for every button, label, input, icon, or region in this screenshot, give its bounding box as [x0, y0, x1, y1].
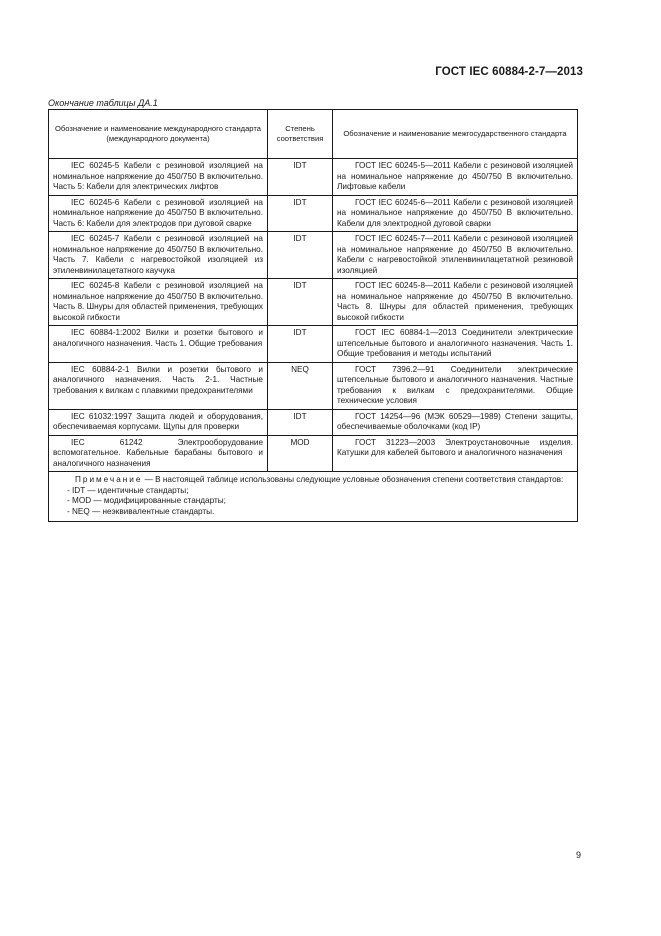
international-standard-cell	[49, 409, 268, 435]
table-caption: Окончание таблицы ДА.1	[48, 98, 158, 108]
standards-table	[48, 109, 578, 522]
interstate-standard-text: ГОСТ IEC 60245-5—2011 Кабели с резиновой изоляцией на номинальное напряжение до 450/750 В включительно. Лифтовые кабели	[337, 161, 573, 191]
interstate-standard-cell	[333, 232, 578, 279]
international-standard-text: IEC 61242 Электрооборудование вспомогательное. Кабельные барабаны бытового и аналогичного назначения	[53, 437, 263, 468]
interstate-standard-cell	[333, 279, 578, 326]
interstate-standard-cell	[333, 435, 578, 472]
degree-cell: IDT	[268, 232, 333, 279]
degree-cell: IDT	[268, 159, 333, 196]
table-note	[49, 472, 578, 522]
note-label: Примечание	[75, 475, 143, 484]
table-row	[49, 326, 578, 363]
table-row	[49, 195, 578, 232]
interstate-standard-text: ГОСТ IEC 60245-7—2011 Кабели с резиновой изоляцией на номинальное напряжение до 450/750 В включительно. Кабели с нагревостойкой этиленвинилацетатной резиновой изоляцией	[337, 234, 573, 275]
international-standard-text: IEC 60884-1:2002 Вилки и розетки бытового и аналогичного назначения. Часть 1. Общие требования	[53, 328, 263, 348]
degree-cell: IDT	[268, 279, 333, 326]
column-header-international: Обозначение и наименование международного стандарта (международного документа)	[49, 110, 268, 159]
international-standard-text: IEC 61032:1997 Защита людей и оборудования, обеспечиваемая корпусами. Щупы для проверки	[53, 411, 263, 431]
column-header-degree: Степень соответствия	[268, 110, 333, 159]
table-row	[49, 279, 578, 326]
document-header: ГОСТ IEC 60884-2-7—2013	[435, 66, 583, 78]
international-standard-text: IEC 60884-2-1 Вилки и розетки бытового и аналогичного назначения. Часть 2-1. Частные требования к вилкам с плавкими предохранителями	[53, 364, 263, 395]
international-standard-cell	[49, 232, 268, 279]
interstate-standard-text: ГОСТ IEC 60245-8—2011 Кабели с резиновой изоляцией на номинальное напряжение до 450/750 В включительно. Часть 8. Шнуры для областей применения, требующих высокой гибкости	[337, 281, 573, 322]
table-note-row	[49, 472, 578, 522]
degree-cell: NEQ	[268, 362, 333, 409]
interstate-standard-cell	[333, 409, 578, 435]
table-row	[49, 409, 578, 435]
degree-cell: IDT	[268, 195, 333, 232]
international-standard-text: IEC 60245-6 Кабели с резиновой изоляцией на номинальное напряжение до 450/750 В включительно. Часть 6: Кабели для электродов при дуговой сварке	[53, 197, 263, 228]
international-standard-cell	[49, 326, 268, 363]
note-item: - NEQ — неэквивалентные стандарты.	[67, 506, 215, 516]
table-row	[49, 435, 578, 472]
note-list	[57, 486, 569, 518]
interstate-standard-cell	[333, 362, 578, 409]
note-intro	[57, 475, 569, 486]
degree-cell: IDT	[268, 409, 333, 435]
interstate-standard-text: ГОСТ 7396.2—91 Соединители электрические штепсельные бытового и аналогичного назначения. Частные требования к вилкам с предохранителями. Общие технические условия	[337, 364, 573, 405]
page-number: 9	[576, 850, 582, 860]
table-row	[49, 159, 578, 196]
interstate-standard-cell	[333, 326, 578, 363]
international-standard-text: IEC 60245-7 Кабели с резиновой изоляцией на номинальное напряжение до 450/750 В включительно. Часть 7. Кабели с нагревостойкой изоляцией из этиленвинилацетатного каучука	[53, 234, 263, 275]
international-standard-text: IEC 60245-8 Кабели с резиновой изоляцией на номинальное напряжение до 450/750 В включительно. Часть 8. Шнуры для областей применения, требующих высокой гибкости	[53, 281, 263, 322]
international-standard-cell	[49, 362, 268, 409]
note-intro-text: — В настоящей таблице использованы следующие условные обозначения степени соответствия стандартов:	[142, 475, 564, 484]
interstate-standard-text: ГОСТ IEC 60884-1—2013 Соединители электрические штепсельные бытового и аналогичного назначения. Часть 1. Общие требования и методы испытаний	[337, 328, 573, 358]
interstate-standard-text: ГОСТ IEC 60245-6—2011 Кабели с резиновой изоляцией на номинальное напряжение до 450/750 В включительно. Кабели для электродной дуговой сварки	[337, 197, 573, 228]
international-standard-text: IEC 60245-5 Кабели с резиновой изоляцией на номинальное напряжение до 450/750 В включительно. Часть 5: Кабели для электрических лифтов	[53, 161, 263, 191]
international-standard-cell	[49, 279, 268, 326]
international-standard-cell	[49, 159, 268, 196]
note-item: - MOD — модифицированные стандарты;	[67, 496, 226, 505]
table-row	[49, 232, 578, 279]
interstate-standard-text: ГОСТ 14254—96 (МЭК 60529—1989) Степени защиты, обеспечиваемые оболочками (код IP)	[337, 411, 573, 431]
interstate-standard-cell	[333, 195, 578, 232]
international-standard-cell	[49, 435, 268, 472]
note-item: - IDT — идентичные стандарты;	[67, 485, 189, 495]
international-standard-cell	[49, 195, 268, 232]
column-header-interstate: Обозначение и наименование межгосударственного стандарта	[333, 110, 578, 159]
interstate-standard-text: ГОСТ 31223—2003 Электроустановочные изделия. Катушки для кабелей бытового и аналогичного назначения	[337, 437, 573, 457]
degree-cell: MOD	[268, 435, 333, 472]
table-row	[49, 362, 578, 409]
table-header-row	[49, 110, 578, 159]
interstate-standard-cell	[333, 159, 578, 196]
degree-cell: IDT	[268, 326, 333, 363]
